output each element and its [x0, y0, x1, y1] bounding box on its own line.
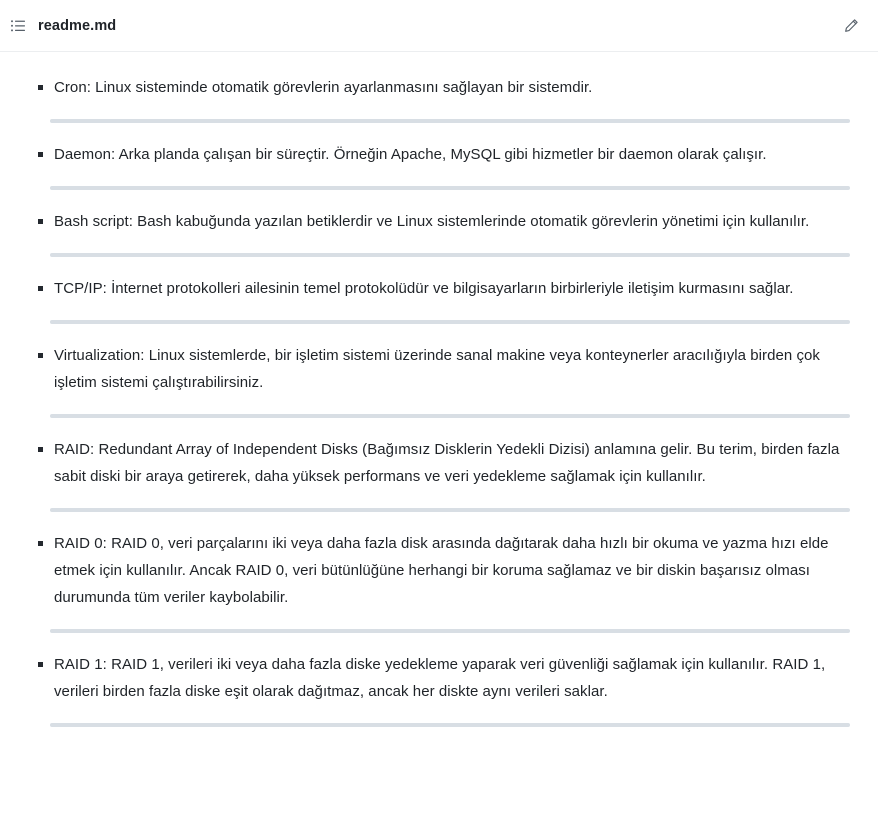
item-divider — [50, 119, 850, 123]
list-item-row — [0, 208, 878, 235]
list-item — [0, 530, 878, 633]
list-item-text: RAID 0: RAID 0, veri parçalarını iki veya daha fazla disk arasında dağıtarak daha hızlı bir okuma ve yazma hızı elde etmek için kullanılır. Ancak RAID 0, veri bütünlüğüne herhangi bir koruma sağlamaz ve bir diskin başarısız olması durumunda tüm veriler kaybolabilir. — [54, 535, 829, 606]
list-item — [0, 74, 878, 123]
list-item-row — [0, 651, 878, 705]
bullet-square-icon — [38, 353, 43, 358]
list-item-row — [0, 530, 878, 611]
bullet-square-icon — [38, 662, 43, 667]
bullet-square-icon — [38, 541, 43, 546]
markdown-body — [0, 52, 878, 727]
bullet-square-icon — [38, 286, 43, 291]
list-item-text: Cron: Linux sisteminde otomatik görevlerin ayarlanmasını sağlayan bir sistemdir. — [54, 79, 593, 96]
item-divider — [50, 508, 850, 512]
bullet-square-icon — [38, 219, 43, 224]
file-title: readme.md — [38, 17, 117, 34]
list-item — [0, 651, 878, 727]
list-item — [0, 141, 878, 190]
item-divider — [50, 414, 850, 418]
list-item-row — [0, 275, 878, 302]
list-item-row — [0, 141, 878, 168]
list-item — [0, 342, 878, 418]
item-divider — [50, 629, 850, 633]
item-divider — [50, 723, 850, 727]
bullet-square-icon — [38, 85, 43, 90]
item-divider — [50, 253, 850, 257]
item-divider — [50, 320, 850, 324]
list-item-text: Bash script: Bash kabuğunda yazılan betiklerdir ve Linux sistemlerinde otomatik görevlerin yönetimi için kullanılır. — [54, 213, 810, 230]
list-item — [0, 275, 878, 324]
list-item-text: TCP/IP: İnternet protokolleri ailesinin temel protokolüdür ve bilgisayarların birbirleriyle iletişim kurmasını sağlar. — [54, 280, 794, 297]
list-item-text: Virtualization: Linux sistemlerde, bir işletim sistemi üzerinde sanal makine veya konteynerler aracılığıyla birden çok işletim sistemi çalıştırabilirsiniz. — [54, 347, 820, 391]
list-item-row — [0, 436, 878, 490]
list-item-text: RAID 1: RAID 1, verileri iki veya daha fazla diske yedekleme yaparak veri güvenliği sağlamak için kullanılır. RAID 1, verileri birden fazla diske eşit olarak dağıtmaz, ancak her diskte aynı verileri saklar. — [54, 656, 826, 700]
glossary-list — [0, 74, 878, 727]
list-item — [0, 208, 878, 257]
pencil-icon[interactable] — [840, 15, 862, 37]
file-header — [0, 0, 878, 52]
list-item-row — [0, 74, 878, 101]
list-unordered-icon[interactable] — [6, 14, 30, 38]
bullet-square-icon — [38, 447, 43, 452]
list-item-row — [0, 342, 878, 396]
list-item — [0, 436, 878, 512]
list-item-text: RAID: Redundant Array of Independent Disks (Bağımsız Disklerin Yedekli Dizisi) anlamına gelir. Bu terim, birden fazla sabit diski bir araya getirerek, daha yüksek performans ve veri yedekleme sağlamak için kullanılır. — [54, 441, 840, 485]
item-divider — [50, 186, 850, 190]
list-item-text: Daemon: Arka planda çalışan bir süreçtir. Örneğin Apache, MySQL gibi hizmetler bir daemon olarak çalışır. — [54, 146, 767, 163]
bullet-square-icon — [38, 152, 43, 157]
content-top-spacer — [0, 52, 878, 74]
